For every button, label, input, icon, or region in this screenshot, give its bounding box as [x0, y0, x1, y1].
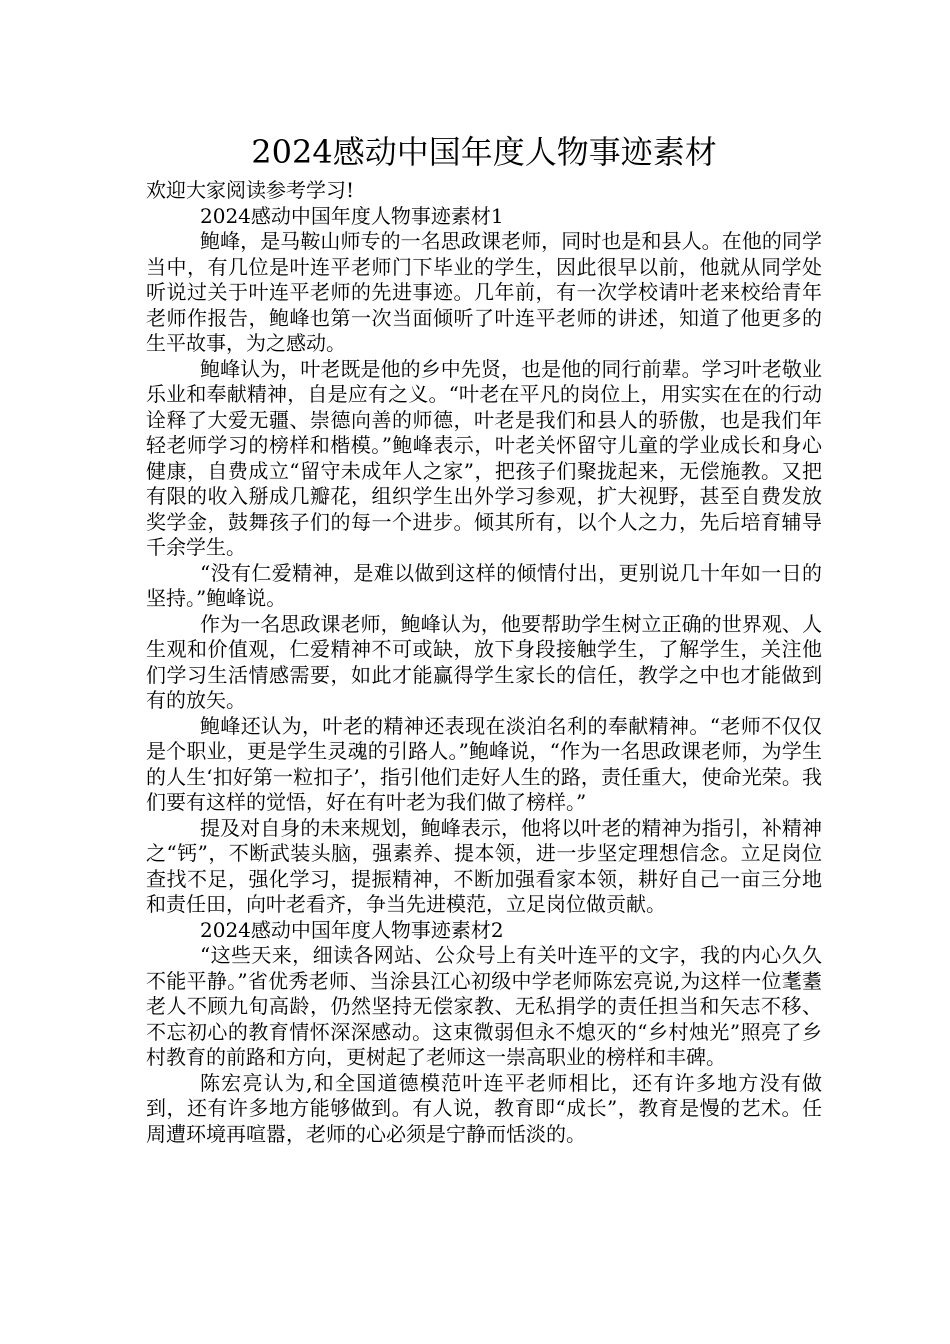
paragraph: 提及对自身的未来规划，鲍峰表示，他将以叶老的精神为指引，补精神之“钙”，不断武装头脑，强素养、提本领，进一步坚定理想信念。立足岗位查找不足，强化学习，提振精神，不断加强看家本领，耕好自己一亩三分地和责任田，向叶老看齐，争当先进模范，立足岗位做贡献。	[146, 815, 822, 916]
section-1-heading: 2024感动中国年度人物事迹素材1	[200, 203, 504, 228]
document-body	[146, 128, 822, 1147]
paragraph: “这些天来，细读各网站、公众号上有关叶连平的文字，我的内心久久不能平静。”省优秀老师、当涂县江心初级中学老师陈宏亮说,为这样一位耄耋老人不顾九旬高龄，仍然坚持无偿家教、无私捐学的责任担当和矢志不移、不忘初心的教育情怀深深感动。这束微弱但永不熄灭的“乡村烛光”照亮了乡村教育的前路和方向，更树起了老师这一崇高职业的榜样和丰碑。	[146, 943, 822, 1069]
paragraph: 作为一名思政课老师，鲍峰认为，他要帮助学生树立正确的世界观、人生观和价值观，仁爱精神不可或缺，放下身段接触学生，了解学生，关注他们学习生活情感需要，如此才能赢得学生家长的信任，教学之中也才能做到有的放矢。	[146, 611, 822, 712]
paragraph: 陈宏亮认为,和全国道德模范叶连平老师相比，还有许多地方没有做到，还有许多地方能够做到。有人说，教育即“成长”，教育是慢的艺术。任周遭环境再喧嚣，老师的心必须是宁静而恬淡的。	[146, 1070, 822, 1146]
paragraph: 鲍峰认为，叶老既是他的乡中先贤，也是他的同行前辈。学习叶老敬业乐业和奉献精神，自是应有之义。“叶老在平凡的岗位上，用实实在在的行动诠释了大爱无疆、崇德向善的师德，叶老是我们和县人的骄傲，也是我们年轻老师学习的榜样和楷模。”鲍峰表示，叶老关怀留守儿童的学业成长和身心健康，自费成立“留守未成年人之家”，把孩子们聚拢起来，无偿施教。又把有限的收入掰成几瓣花，组织学生出外学习参观，扩大视野，甚至自费发放奖学金，鼓舞孩子们的每一个进步。倾其所有，以个人之力，先后培育辅导千余学生。	[146, 356, 822, 559]
paragraph: “没有仁爱精神，是难以做到这样的倾情付出，更别说几十年如一日的坚持。”鲍峰说。	[146, 560, 822, 610]
greeting-line: 欢迎大家阅读参考学习!	[146, 178, 355, 202]
paragraph: 鲍峰，是马鞍山师专的一名思政课老师，同时也是和县人。在他的同学当中，有几位是叶连平老师门下毕业的学生，因此很早以前，他就从同学处听说过关于叶连平老师的先进事迹。几年前，有一次学校请叶老来校给青年老师作报告，鲍峰也第一次当面倾听了叶连平老师的讲述，知道了他更多的生平故事，为之感动。	[146, 229, 822, 355]
document-title: 2024感动中国年度人物事迹素材	[251, 133, 717, 171]
section-2-heading: 2024感动中国年度人物事迹素材2	[200, 917, 504, 942]
paragraph: 鲍峰还认为，叶老的精神还表现在淡泊名利的奉献精神。“老师不仅仅是个职业，更是学生灵魂的引路人。”鲍峰说，“作为一名思政课老师，为学生的人生‘扣好第一粒扣子’，指引他们走好人生的路，责任重大，使命光荣。我们要有这样的觉悟，好在有叶老为我们做了榜样。”	[146, 713, 822, 814]
